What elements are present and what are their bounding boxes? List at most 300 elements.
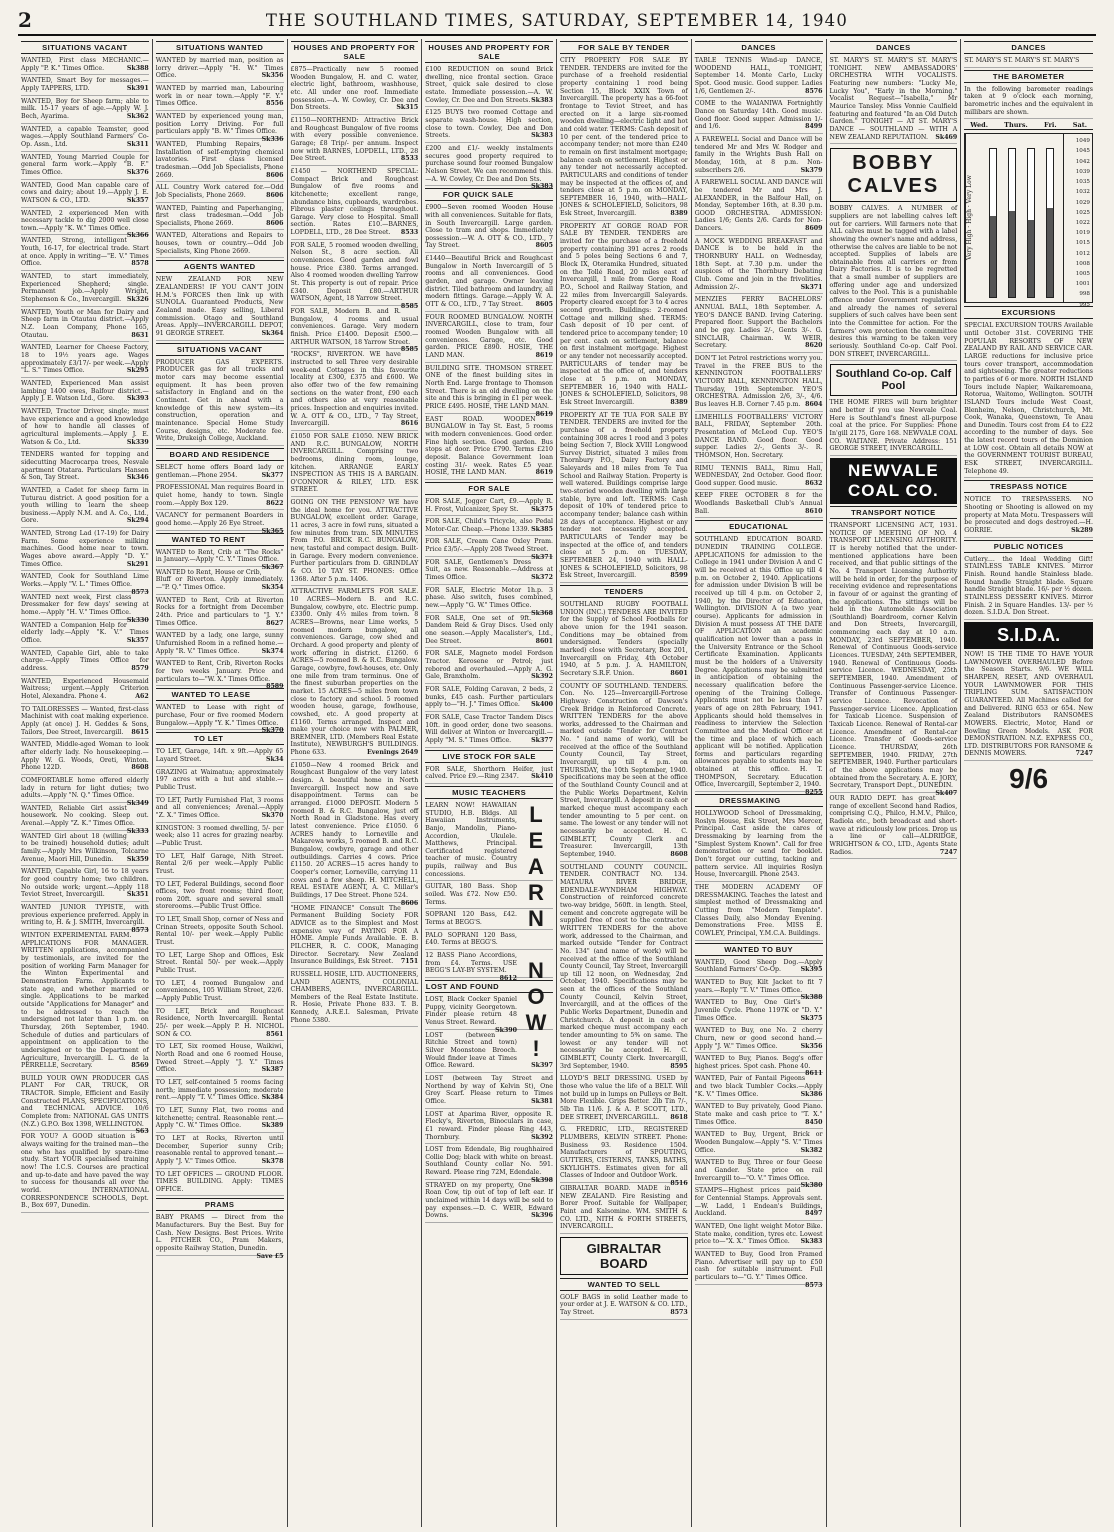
- ad-text: TO LET, Large Shop and Offices, Esk Street. Rental 50/- per week.—Apply Public Trust.: [155, 951, 284, 975]
- ad-reference: Sk374: [261, 647, 284, 655]
- barometer-tick: 998: [1079, 291, 1090, 298]
- ad-reference: 7247: [939, 848, 958, 856]
- classified-ad: [156, 980, 284, 1006]
- ad-text: KINGSTON: 3 roomed dwelling, 5/- per week; also 11 acres for grazing nearby.—Public Trust.: [155, 824, 284, 847]
- classified-ad: [21, 741, 149, 775]
- ad-reference: 8585: [400, 303, 419, 311]
- classified-ad: [695, 296, 823, 353]
- classified-ad: [560, 1126, 688, 1187]
- ad-reference: Sk389: [261, 1122, 284, 1130]
- ad-text: SOUTHLAND EDUCATION BOARD. DUNEDIN TRAINING COLLEGE. APPLICATIONS for admission to the College in 1941 under Division A and C will be received at this Office up till 4 p.m. on October 2, 1940. Applications for admission under Division B will be received up till 4 p.m. on October 2, 1940, by the Director of Education, Wellington. DIVISION A (a two year course). Applicants for admission in Division A must possess AT THE DATE OF APPLICATION an academic qualification not lower than a pass in the University Entrance or the School Certificate Examination. Applicants must be the holders of a University Degree. Applications may be submitted in anticipation of obtaining the necessary qualification before the opening of the Training College. Applicants must not be less than 17 years of age on 28th February, 1941. Applicants should hold themselves in readiness to interview the Selection Committee and the Medical Officer at the time and place of which each applicant will be notified. Application forms and particulars regarding allowances payable to students may be obtained at this office. H. T. THOMPSON, Secretary. Education Office, Invercargill, September 2, 1940.: [694, 536, 823, 789]
- ad-reference: Sk375: [531, 505, 553, 513]
- barometer-tick: 995: [1079, 301, 1090, 308]
- ad-text: PROFESSIONAL Man requires Board in quiet home, handy to town. Single room.—Apply Box 129.: [155, 484, 284, 507]
- classified-ad: [425, 314, 553, 363]
- ad-text: TO LET, Garage, 14ft. x 9ft.—Apply 65 Layard Street.: [155, 748, 284, 763]
- classified-ad: [156, 1008, 284, 1042]
- ad-reference: 8627: [266, 619, 284, 627]
- classified-ad: [695, 1103, 823, 1129]
- ad-reference: 8612: [499, 975, 517, 982]
- ad-text: WANTED, Tractor Driver, single; must have experience and a good knowledge of how to handle all classes of agricultural implements.—Apply J. E. Watson & Co., Ltd.: [21, 407, 149, 446]
- ad-text: NOTICE TO TRESPASSERS. NO Shooting or Shooting is allowed on my property at Mata Motu. Trespassers will be prosecuted and dogs destroyed.—H. GORRIE.: [964, 496, 1093, 535]
- page-number: 2: [18, 8, 32, 32]
- classified-ad: [156, 464, 284, 482]
- ad-reference: 8573: [131, 588, 149, 596]
- classified-ad: [290, 308, 419, 354]
- ad-reference: 8610: [805, 507, 823, 515]
- section-heading: WANTED TO SELL: [560, 1278, 688, 1291]
- ad-text: FOR SALE, Cream Cane Oxley Pram. Price £3/5/-.—Apply 208 Tweed Street.: [425, 538, 553, 554]
- ad-text: BOBBY CALVES. A NUMBER of suppliers are not labelling calves left out for carriers. Will farmers note that ALL calves must be tagged with a label showing the owner's name and address, otherwise the calves are liable to be not accepted. Supplies of labels are obtainable from all carriers or from Dairy Factories. It is to be regretted that a small number of suppliers are offering under age and undersized calves to the Pool. This is a punishable offence under Government regulations and already the names of several suppliers of such calves have been sent into the Committee for action. For the farmers' own protection the committee desires this warning to be taken very seriously. Southland Co-op. Calf Pool. DON STREET, INVERCARGILL.: [829, 205, 958, 358]
- ad-reference: Sk384: [261, 1094, 284, 1102]
- classified-ad: [155, 548, 284, 571]
- ad-reference: 8578: [131, 260, 149, 268]
- classified-ad: [425, 1111, 553, 1145]
- barometer-tick: 1025: [1075, 209, 1090, 216]
- barometer-tube: [1046, 148, 1054, 298]
- classified-ad: [695, 57, 823, 98]
- ad-reference: 8606: [266, 191, 284, 199]
- ad-text: NEW ZEALAND FOR NEW ZEALANDERS! IF YOU CAN'T JOIN H.M.'s FORCES then link up with SUNOLA. Guaranteed Products, New Zealand made. Easy selling, Liberal commission. Otago and Southland Areas. Apply—INVERCARGILL DEPOT, 91 GEORGE STREET.: [155, 276, 284, 338]
- ad-text: TO TAILORESSES — Wanted, first-class Machinist with coat making experience. Apply (at once) J. H. Geddes & Sons, Tailors, Dee Street, Invercargill.: [21, 705, 149, 736]
- ad-reference: Sk383: [531, 96, 553, 104]
- ad-text: SPECIAL EXCURSION TOURS Available until October 31st. COVERING THE POPULAR RESORTS OF NEW ZEALAND BY RAIL AND SERVICE CAR. LARGE reductions for inclusive price tours cover transport, accommodation and sightseeing. The greater reductions to parties of 6 or more. NORTH ISLAND Tours include Napier, Waikaremoana, Rotorua, Waitomo, Wellington. SOUTH ISLAND Tours include West Coast, Blenheim, Nelson, Christchurch, Mt. Cook, Wanaka, Queenstown, Te Anau and Dunedin. Tours cost from £4 to £22 according to the number of days. See the latest record tours of the Dominion at LOW cost. Obtain all details NOW at the GOVERNMENT TOURIST BUREAU, ESK STREET, INVERCARGILL. Telephone 49.: [964, 322, 1093, 475]
- ad-text: TO LET, 4 roomed Bungalow and conveniences, 105 William Street, 22/6.—Apply Public Trust.: [155, 979, 284, 1003]
- ad-text: FOR SALE, Child's Tricycle, also Pedal Motor-Car. Cheap.—Phone 1339.: [425, 518, 553, 533]
- ad-reference: 8389: [670, 210, 688, 218]
- ad-text: FOR SALE, Jogger Cart, £9.—Apply R. H. Frost, Vulcanizer, Spey St.: [425, 497, 553, 513]
- ad-reference: Sk365: [261, 527, 284, 535]
- ad-text: TO LET, Sunny Flat, two rooms and kitchenette; central. Reasonable rent.—Apply "C. W." Times Office.: [155, 1106, 284, 1130]
- ad-text: WANTED, Boy for Sheep farm; able to milk. 15-17 years of age.—Apply W. J. Bech, Ayarima.: [21, 97, 149, 120]
- ad-reference: Sk379: [800, 166, 823, 174]
- classified-ad: [694, 978, 823, 1002]
- classified-ad: [156, 232, 284, 258]
- classified-ad: [830, 57, 958, 144]
- ad-reference: 8616: [400, 420, 419, 428]
- column-3: [288, 39, 423, 1527]
- barometer-tick: 1032: [1075, 189, 1090, 196]
- ad-text: WANTED by experienced young man, position Lorry Driving. For full particulars apply "B. W." Times Office.: [155, 112, 284, 136]
- ad-reference: 8576: [805, 87, 823, 95]
- ad-reference: Sk378: [261, 1157, 284, 1165]
- ad-text: TO LET at Rocks, Riverton until December, Superior sunny Crib; reasonable rental to approved tenant.—Apply "J. V." Times Office.: [155, 1134, 284, 1165]
- ad-text: WANTED by a lady, one large, sunny Unfurnished Room in a refined home.—Apply "R. V." Times Office.: [155, 632, 284, 655]
- section-heading: MUSIC TEACHERS: [425, 786, 553, 799]
- barometer-fill: [1047, 208, 1053, 297]
- ad-text: WANTED to Rent, House or Crib, Bluff or Riverton. Apply immediately.—"P. Q." Times Office.: [155, 568, 284, 592]
- classified-ad: [21, 776, 149, 807]
- section-heading: EXCURSIONS: [964, 306, 1093, 319]
- ad-text: WANTED, Cook for Southland Lime Works.—Apply "V. L." Times Office.: [21, 573, 149, 589]
- ad-reference: 8611: [805, 1070, 823, 1078]
- ad-text: WANTED, a Cadet for sheep farm in Tuturau district. A good position for a youth willing to learn the sheep business.—Apply N.M. and A. Co., Ltd., Gore.: [21, 486, 149, 525]
- ad-reference: Sk397: [531, 1062, 553, 1070]
- ad-text: "HOME FINANCE" Consult The Permanent Building Society FOR ADVICE as to the Simplest and Most expensive way of PAYING FOR A HOME. Ample Funds Available. E. B. PILCHER, R. C. COOK, Managing Director. Secretary. New Zealand Insurance Buildings, Esk Street.: [290, 904, 419, 966]
- barometer-day: Wed.: [970, 121, 988, 130]
- ad-text: PRODUCER GAS EXPERTS. PRODUCER gas for all trucks and motor cars may become essential equipment. It has been proven satisfactory in England and on the Continent. Get in ahead with a knowledge of this new system—its construction, operation and maintenance. Special Home Study Course, designs, etc. Moderate fee. Write, Drukeigh College, Auckland.: [155, 358, 284, 443]
- classified-ad: [964, 322, 1093, 478]
- ad-text: WANTED a Companion Help for elderly lady.—Apply "K. V." Times Office.: [21, 621, 149, 644]
- classified-ad: [695, 810, 823, 882]
- classified-ad: [156, 1079, 284, 1105]
- ad-reference: Sk383: [531, 183, 553, 191]
- ad-reference: Sk34: [265, 755, 284, 763]
- ad-reference: Sk392: [531, 1133, 553, 1141]
- ad-reference: Sk359: [126, 855, 149, 863]
- ad-text: TABLE TENNIS Wind-up DANCE, WOODEND HALL, TONIGHT, September 14. Monte Carlo, Lucky Spot. Good music. Good supper. Ladies 1/6, Gentlemen 2/-.: [694, 57, 823, 95]
- classified-ad: [425, 518, 553, 536]
- classified-ad: [695, 884, 823, 941]
- barometer-tick: 1008: [1075, 260, 1090, 267]
- ad-text: £1450 — NORTHEND SPECIAL: Compact Brick and Roughcast Bungalow of five rooms and kitchenette; excellent range, abundance bins, cupboards, wardrobes. Fibrous plaster ceilings throughout. Garage. Very close to Hospital. Small section. Rates £10.—BARNES, LOPDELL, LTD., 28 Dee Street.: [290, 167, 419, 237]
- ad-reference: 8579: [131, 664, 149, 672]
- ad-reference: Sk386: [800, 1090, 823, 1098]
- classified-ad: [21, 344, 149, 378]
- ad-text: FOR SALE, Modern B. and R. Bungalow, 4 rooms and usual conveniences. Garage. Very modern finish. Price £1400. Deposit £500.—ARTHUR WATSON, 18 Yarrow Street.: [290, 308, 419, 346]
- ad-reference: Sk388: [126, 64, 149, 72]
- classified-ad: [21, 868, 149, 902]
- ad-reference: 8605: [535, 242, 553, 250]
- ad-text: TO LET, Federal Buildings, second floor offices, two front rooms; third floor, room 20ft. square and several small storerooms.—Public Trust Office.: [155, 880, 284, 911]
- ad-text: EAST ROAD. WOODEN BUNGALOW in Tay St. East, 5 rooms with modern conveniences. Good order. Fine high section. Good garden. Bus stops at door. Price £790. Terms £210 deposit. Balance Government loan costing 31/- week. Rates £5 year. HOSIE, THE LAND MAN.: [425, 415, 553, 477]
- ad-text: WANTED, Smart Boy for messages.—Apply TAPPERS, LTD.: [21, 77, 149, 92]
- ad-text: STRAYED on my property, One Roan Cow, tip out of top of left ear. If unclaimed within 14 days will be sold to pay expenses.—D. C. WEIR, Edward Downs.: [425, 1181, 553, 1220]
- ad-reference: Sk295: [126, 367, 149, 375]
- classified-ad: [829, 521, 958, 797]
- ad-reference: Sk349: [126, 799, 149, 807]
- classified-ad: [156, 797, 284, 823]
- classified-ad: [21, 273, 149, 307]
- ad-reference: 8533: [400, 155, 419, 163]
- barometer-tick: 1042: [1075, 158, 1090, 165]
- ad-text: WANTED to Rent, Crib at Riverton Rocks for a fortnight from December 24th. Price and particulars to "J. Y." Times Office.: [155, 596, 284, 627]
- ad-reference: 8516: [670, 1179, 688, 1187]
- classified-ad: [560, 1075, 688, 1124]
- ad-reference: 8556: [266, 100, 284, 108]
- ad-text: WANTED, Strong Lad (17-19) for Dairy Farm. Some experience milking machines. Good home near to town. Wages above award.—Apply "D. Y." Times Office.: [21, 530, 149, 568]
- classified-ad: [21, 309, 149, 343]
- ad-text: ST. MARY'S ST. MARY'S ST. MARY'S TONIGHT. NEW AMBASSADORS' ORCHESTRA WITH VOCALISTS. Featuring new numbers: "Lucky Me, Lucky You", "Early in the Morning." Vocalist Request—"Isabella," Mr Maurice Tansley. Miss Vonnie Caulfield featuring and featured "In an Old Dutch Garden." TONIGHT — AT ST. MARY'S DANCE — SOUTHLAND — WITH A NEW ZEALAND REPUTATION.: [829, 57, 958, 141]
- classified-ad: [560, 1294, 688, 1320]
- classified-ad: [694, 1159, 823, 1190]
- ad-text: WANTED to Buy, one No. 2 cherry Churn, new or good second hand.—Apply "J. W." Times Office.: [694, 1027, 823, 1050]
- classified-ad: [560, 412, 688, 583]
- classified-ad: [156, 569, 284, 595]
- ad-text: LOST from Edendale, Big roughhaired Collie Dog; black with white on breast. Southland County collar No. 591. Reward. Please ring 72M, Edendale.: [425, 1146, 553, 1177]
- ad-text: GRAZING at Waimatua; approximately 197 acres with a hut and stable.—Public Trust.: [155, 768, 284, 791]
- classified-ad: [425, 1182, 553, 1223]
- classified-ad: [560, 864, 688, 1074]
- classified-ad: [21, 487, 149, 528]
- barometer-tick: 1022: [1075, 219, 1090, 226]
- ad-reference: Sk362: [126, 112, 149, 120]
- ad-text: FOR SALE, Folding Caravan, 2 beds, 2 bunks, £45 cash. Further particulars apply to—"H. J." Times Office.: [425, 685, 553, 709]
- classified-ad: [964, 496, 1093, 537]
- classified-ad: [156, 1107, 284, 1133]
- ad-reference: Sk326: [126, 296, 149, 304]
- ad-text: PROPERTY AT GORGE ROAD FOR SALE BY TENDER. TENDERS are invited for the purchase of a freehold property containing 391 acres 2 roods and 5 poles being Sections 6 and 7, Block IX, Oteramika Hundred, situated on the Tollé Road, 20 miles east of Invercargill, 1 mile from Gorge Road P.O., School and Railway Station, and 22 miles from Invercargill Saleyards. Property cleared except for 3 to 4 acres second growth. Buildings: 2-roomed Cottage and milking shed. TERMS: Cash deposit of 10 per cent. of tendered price to accompany tender; 10 per cent. cash on settlement, balance on first instalment mortgage. Highest or any tender not necessarily accepted. PARTICULARS of tender may be inspected at the office of, and tenders close at 5 p.m. on MONDAY, SEPTEMBER 16, 1940 with HALL-JONES & SCHOLEFIELD, Solicitors, 98 Esk Street Invercargill.: [560, 222, 688, 406]
- ad-text: WANTED to Buy, One Girl's Juvenile Cycle. Phone 1197K or "D. Y." Times Office.: [694, 999, 823, 1022]
- classified-ad: [21, 98, 149, 124]
- classified-ad: [560, 601, 688, 681]
- ad-reference: Sk356: [800, 1042, 823, 1050]
- classified-ad: [21, 154, 149, 180]
- ad-text: "ROCKS", RIVERTON. WE have instructed to sell Three very desirable week-end Cottages in this favourite locality at £300, £375 and £600. We also offer two of the few remaining sections on the water front, £90 each and others also at very reasonable prices. Inspection and enquiries invited. W. A. OTT & CO., LTD., 7 Tay Street, Invercargill.: [290, 351, 419, 428]
- ad-reference: Sk407: [935, 789, 958, 797]
- classified-ad: [156, 484, 284, 510]
- ad-reference: Evenings 2649: [366, 749, 419, 757]
- ad-reference: Sk368: [531, 609, 553, 617]
- section-heading: SITUATIONS WANTED: [156, 41, 284, 54]
- barometer-fill: [990, 216, 996, 297]
- ad-text: PROPERTY AT TE TUA FOR SALE BY TENDER. TENDERS are invited for the purchase of a freehold property containing 308 acres 1 rood and 3 poles being Section 7, Block XVIII Longwood Survey District, situated 3 miles from Thornbury P.O., Dairy Factory and Saleyards and 18 miles from Te Tua School and Railway Station. Property is well watered. Buildings comprise large two-storied wooden dwelling with large stable, byre and loft. TERMS: Cash deposit of 10% of tendered price to accompany tender; balance cash within 28 days of acceptance. Highest or any tender not necessarily accepted. PARTICULARS of Tender may be inspected at the office of, and tenders close at 5 p.m. on TUESDAY, SEPTEMBER 24, 1940 with HALL-JONES & SCHOLEFIELD, Solicitors, 98 Esk Street, Invercargill.: [560, 411, 688, 580]
- gibraltar-board-banner: GIBRALTAR BOARD: [560, 1237, 688, 1275]
- ad-reference: 8615: [131, 728, 149, 736]
- barometer-side-label: Very High · High · Very Low: [965, 134, 979, 302]
- classified-ad: [156, 359, 284, 446]
- ad-text: SOPRANI 120 Bass, £42. Terms at BEGG'S.: [425, 911, 517, 927]
- ad-text: WANTED by married man, position as lorry driver.—Apply "H. W." Times Office.: [155, 57, 284, 80]
- ad-reference: Sk400: [531, 701, 553, 709]
- ad-text: WINTON EXPERIMENTAL FARM. APPLICATIONS FOR MANAGER. WRITTEN applications, accompanied by testimonials, are invited for the position of working Farm Manager for the Winton Experimental and Demonstration Farm. Applicants to state age, and whether married or single. Applications to be marked outside "Applications for Manager" and to be addressed to reach the undersigned not later than 1 p.m. on Thursday, 26th September, 1940. Schedule of duties and particulars of appointment on application to the undersigned or to the Department of Agriculture, Invercargill. L. G. de la PERRELLE, Secretary.: [21, 932, 149, 1070]
- ad-text: WANTED next week, First class Dressmaker for few days' sewing at home.—Apply "H. V." Times Office.: [21, 593, 149, 617]
- ad-text: WANTED, One light weight Motor Bike. State make, condition, tyres etc. Lowest price to—"X. X." Times Office.: [694, 1222, 823, 1246]
- ad-text: WANTED, Pair of Fantail Pigeons and two black Tumbler Cocks.—Apply "K. V." Times Office.: [694, 1075, 823, 1098]
- section-heading: DANCES: [964, 41, 1093, 54]
- classified-ad: [695, 136, 823, 177]
- ad-reference: Sk377: [531, 736, 553, 744]
- ad-reference: Sk354: [261, 584, 284, 592]
- section-heading: FOR QUICK SALE: [425, 188, 553, 201]
- ad-text: TO LET, Half Garage, Nith Street. Rental 2/6 per week.—Apply Public Trust.: [155, 852, 284, 875]
- classified-ad: [291, 433, 419, 497]
- ad-text: MENZIES FERRY BACHELORS' ANNUAL BALL, 18th September. A. YEO'S DANCE BAND. Irving Catering. Prepared floor. Support the Bachelors and be gay. Ladies 2/-, Gents 3/-. G. SINCLAIR, Chairman. W. WEIR, Secretary.: [694, 296, 823, 350]
- ad-reference: Sk356: [261, 72, 284, 80]
- section-heading: FOR SALE BY TENDER: [560, 41, 688, 54]
- section-heading: TRANSPORT NOTICE: [830, 506, 958, 519]
- ad-text: WANTED Girl about 18 (willing to be trained) household duties; adult family.—Apply Mrs Wilkinson, Tolcarne Avenue, Maori Hill, Dunedin.: [21, 832, 149, 863]
- ad-reference: 8585: [400, 346, 419, 354]
- ad-reference: Sk372: [531, 574, 553, 582]
- ad-text: KEEP FREE OCTOBER 8 for the Woodlands Basketball Club's Annual Ball.: [694, 492, 823, 515]
- ad-text: £125 BUYS two roomed Cottage and separate wash-house. High section, close to town. Cowley, Dee and Don Streets.: [425, 109, 553, 140]
- ad-text: £1050—New 4 roomed Brick and Roughcast Bungalow of the very latest design. A beautiful home in North Invercargill. Inspect now and save disappointment. Terms can be arranged. £1000 DEPOSIT. Modern 5 roomed B. & R.C. Bungalow, just off North Road in Gladstone. Has every latest convenience. Price £1050. 6 ACRES handy to Lorneville and Makarewa works, 5 roomed B. and R.C. Bungalow, cowbyre, garage and other outbuildings. Carries 4 cows. Price £1150. 20 ACRES—15 acres handy to Cooper's corner, Lorneville, carrying 11 cows and a few sheep. H. MITCHELL, REAL ESTATE AGENT, A. C. Millar's Buildings, 17 Dee Street. Phone 524.: [290, 761, 419, 899]
- classified-ad: [964, 86, 1093, 120]
- ad-reference: 8573: [805, 1281, 823, 1289]
- section-heading: PRAMS: [156, 1198, 284, 1211]
- ad-reference: 8606: [266, 219, 284, 227]
- ad-text: LIMEHILLS FOOTBALLERS' VICTORY BALL, FRIDAY, September 20th. Presentation of McLeod Cup. YEO'S DANCE BAND. Good floor. Good supper. Ladies 2/-, Gents 3/-. R. THOMSON, Hon. Secretary.: [694, 413, 823, 459]
- classified-ad: [156, 205, 284, 231]
- ad-text: WANTED, to start immediately, Experienced Shepherd; single. Permanent job.—Apply Wright, Stephenson & Co., Invercargill.: [21, 273, 149, 304]
- ad-text: A FAREWELL Social and Dance will be tendered Mr and Mrs W. Rodger and family in the Wrights Bush Hall on Monday, 16th, at 8 p.m. Non-subscribers 2/6.: [694, 135, 823, 174]
- ad-text: WANTED, Painting and Paperhanging, first class tradesman.—Odd Job Specialists, Phone 2669.: [155, 204, 284, 227]
- ad-text: SELECT home offers Board lady or gentleman.—Phone 2954.: [155, 463, 284, 479]
- section-heading: TO LET: [156, 732, 284, 745]
- classified-ad: [156, 85, 284, 111]
- classified-ad: [155, 1214, 284, 1260]
- ad-reference: 8622: [266, 499, 284, 507]
- barometer-tubes: [979, 134, 1064, 302]
- ad-reference: 8589: [266, 683, 284, 691]
- classified-ad: [695, 179, 823, 236]
- ad-text: £1050 FOR SALE £1050. NEW BRICK AND R.C. BUNGALOW, NORTH INVERCARGILL. Comprising two bedrooms, dining room, lounge, kitchen. ARRANGE EARLY INSPECTION AS THIS IS A BARGAIN. O'CONNOR & RILEY, LTD. ESK STREET.: [290, 432, 419, 494]
- barometer-scale: [1064, 134, 1092, 308]
- classified-ad: [694, 1250, 823, 1289]
- ad-text: VACANCY for permanent Boarders in good home.—Apply 26 Eye Street.: [155, 512, 284, 527]
- ad-text: WANTED, Good Man capable care of cows and dairy; about 19.—Apply J. E. WATSON & CO., LTD.: [21, 181, 149, 204]
- classified-ad: [694, 536, 823, 797]
- classified-ad: [21, 1133, 149, 1213]
- classified-ad: [155, 112, 284, 143]
- column-2: [153, 39, 288, 1527]
- ad-reference: 8533: [400, 229, 419, 237]
- barometer-day: Sat.: [1072, 121, 1087, 130]
- classified-ad: [156, 748, 284, 766]
- classified-ad: [695, 1187, 823, 1221]
- section-heading: TRESPASS NOTICE: [964, 480, 1093, 493]
- ad-text: TO LET, Six roomed House, Waikiwi, North Road and one 6 roomed House, Tweed Street.—Apply "J. Y." Times Office.: [155, 1043, 284, 1074]
- ad-text: WANTED by married man, Labouring work in or near town.—Apply "F. Y." Times Office.: [155, 84, 284, 108]
- classified-ad: [560, 223, 688, 410]
- classified-ad: [425, 416, 553, 480]
- ad-reference: Sk383: [531, 132, 553, 140]
- ad-reference: Sk336: [261, 135, 284, 143]
- ad-reference: 8606: [266, 171, 284, 179]
- ad-reference: Sk371: [531, 553, 553, 561]
- ad-reference: Sk396: [531, 1212, 553, 1220]
- barometer-tick: 1049: [1075, 138, 1090, 145]
- ad-reference: 8499: [805, 123, 823, 131]
- classified-ad: [21, 126, 149, 152]
- ad-text: TENDERS wanted for topping and sidecutting Macrocarpa trees, Nesvale apartment Otatara. Particulars Hansen & Son, Tay Street.: [21, 451, 149, 482]
- ad-reference: Sk375: [800, 1014, 823, 1022]
- classified-ad: [694, 1055, 823, 1078]
- ad-reference: 8601: [670, 669, 688, 677]
- ad-reference: Sk377: [261, 471, 284, 479]
- classified-ad: [425, 714, 553, 748]
- column-6: [692, 39, 827, 1527]
- ad-reference: 8619: [535, 469, 553, 477]
- classified-ad: [291, 117, 419, 166]
- ad-reference: Sk398: [531, 1176, 553, 1184]
- classified-ad: [425, 650, 553, 684]
- ad-text: LOST (between Tay Street and Northend by way of Kelvin St), One Grey Scarf. Please return to Times Office.: [425, 1074, 553, 1105]
- ad-reference: Sk311: [126, 140, 149, 148]
- ad-reference: Sk364: [261, 330, 284, 338]
- section-heading: FOR SALE: [425, 482, 553, 495]
- classified-ad: [291, 971, 419, 1028]
- ad-reference: 8605: [535, 301, 553, 309]
- ad-reference: 8632: [805, 479, 823, 487]
- section-heading: WANTED TO LEASE: [156, 688, 284, 701]
- ad-reference: Sk410: [531, 773, 553, 781]
- classified-ad: [425, 766, 553, 784]
- ad-text: TRANSPORT LICENSING ACT, 1931. NOTICE OF MEETING OF NO. 4 TRANSPORT LICENSING AUTHORITY. IT is hereby notified that the under-mentioned applications have been received, and that public sittings of the No. 4 Transport Licensing Authority will be held in order, for the purpose of receiving evidence and representations in favour of or against the granting of the applications. The sittings will be held in the Automobile Association (Southland) Boardroom, corner Kelvin and Don Streets, Invercargill, commencing each day at 10 a.m. MONDAY, 23rd SEPTEMBER, 1940. Renewal of Continuous Goods-service Licences. TUESDAY, 24th SEPTEMBER, 1940. Renewal of Continuous Goods-service Licence. WEDNESDAY, 25th SEPTEMBER, 1940. Amendment of Continuous Passenger-service Licence. Transfer of Continuous Passenger-service Licence. Revocation of Passenger-service Licence. Application for Taxicab Licence. Suspension of Taxicab Licence. Renewal of Rental-car Licence. Amendment of Rental-car Licence. Transfer of Goods-service Licence. THURSDAY, 26th SEPTEMBER, 1940. FRIDAY, 27th SEPTEMBER, 1940. Further particulars of the above applications may be obtained from the Secretary. A. E. JORY, Secretary, Transport Dept., DUNEDIN.: [829, 521, 958, 790]
- ad-text: WANTED, Capable Girl, 16 to 18 years for good country home; two children. No outside work; urgent.—Apply 118 Teviot Street, Invercargill.: [21, 868, 149, 899]
- classified-ad: [695, 1223, 823, 1249]
- classified-ad: [156, 916, 284, 950]
- ad-reference: 8631: [131, 331, 149, 339]
- ad-text: WANTED, Experienced Man assist lambing 1400 ewes, Balfour district.—Apply J. E. Watson Ltd., Gore.: [21, 379, 149, 403]
- ad-text: WANTED, Plumbing Repairs, Installation of self-emptying chemical lavatories. First class licensed tradesman.—Odd Job Specialists, Phone 2669.: [155, 140, 284, 179]
- classified-ad: [291, 168, 419, 240]
- barometer-fill: [1028, 220, 1034, 297]
- ad-reference: Save £5: [256, 1252, 284, 1260]
- ad-reference: 8606: [400, 899, 419, 907]
- column-5: [557, 39, 692, 1527]
- classified-ad: [695, 238, 823, 295]
- ad-text: WANTED, Young Married Couple for general farm work.—Apply "B. F." Times Office.: [21, 153, 149, 176]
- ad-reference: 8599: [670, 572, 688, 580]
- ad-reference: 8569: [131, 1062, 149, 1070]
- ad-reference: 8608: [131, 764, 149, 772]
- ad-text: WANTED, Learner for Cheese Factory, 18 to 19½ years age. Wages approximately £3/17/- per week.—Apply "L. S." Times Office.: [21, 344, 149, 375]
- ad-reference: 8620: [805, 342, 823, 350]
- barometer-tick: 1012: [1075, 250, 1090, 257]
- barometer-tick: 1029: [1075, 199, 1090, 206]
- column-8: [961, 39, 1096, 1527]
- ad-text: WANTED, Good Sheep Dog.—Apply Southland Farmers' Co-Op.: [694, 958, 823, 974]
- classified-ad: [425, 615, 553, 649]
- ad-text: THE HOME FIRES will burn brighter and better if you use Newvale Coal. Here is Southland's finest all-purpose coal at the price. For Supplies: Phone In'gill 2175, Gore 168. NEWVALE COAL CO. WAITANE. Private Address: 151 GEORGE STREET, INVERCARGILL.: [829, 399, 958, 453]
- ad-text: WANTED to Rent, Crib at "The Rocks" in January.—Apply "C. Y." Times Office.: [155, 548, 284, 564]
- classified-ad: [425, 586, 553, 617]
- ad-reference: 8573: [131, 927, 149, 934]
- ad-reference: Sk390: [495, 1026, 517, 1034]
- ad-text: TO LET OFFICES — GROUND FLOOR. TIMES BUILDING. Apply: TIMES OFFICE.: [155, 1170, 284, 1193]
- ad-reference: 8255: [805, 789, 823, 797]
- classified-ad: [156, 184, 284, 202]
- barometer-tube: [1008, 148, 1016, 298]
- ad-reference: Sk346: [126, 474, 149, 482]
- ad-text: LEARN NOW! HAWAIIAN STUDIO, H.B. Bldgs. All Hawaiian Instruments, Banjo, Mandolin, Piano-Accordion, Ukulele. Matthews, Principal. Certificated registered teacher of music. Country pupils, railway and Bus concessions.: [425, 801, 517, 878]
- ad-text: LOST at Aparima River, opposite R. Flecky's, Riverton, Binoculars in case, £1 reward. Finder please Ring 443, Thornbury.: [425, 1110, 553, 1141]
- ad-text: FOR YOU? A GOOD situation is always waiting for the trained man—the one who has qualified by spare-time study. Start YOUR specialised training now! The I.C.S. Courses are practical and up-to-date and have paved the way to success for thousands all over the world. INTERNATIONAL CORRESPONDENCE SCHOOLS, Dept. B., Box 697, Dunedin.: [21, 1133, 149, 1210]
- columns-container: [18, 39, 1096, 1527]
- ad-reference: Sk351: [126, 891, 149, 899]
- ad-reference: 8619: [535, 410, 553, 418]
- section-heading: LOST AND FOUND: [425, 980, 553, 993]
- calf-pool-banner: Southland Co-op. Calf Pool: [830, 364, 958, 396]
- barometer-tick: 1005: [1075, 270, 1090, 277]
- ad-text: WANTED JUNIOR TYPISTE, with previous experience preferred. Apply in writing to, H. & J. SMITH, Invercargill.: [21, 904, 149, 927]
- section-heading: WANTED TO RENT: [156, 533, 284, 546]
- barometer-day: Fri.: [1043, 121, 1057, 130]
- ad-text: COMFORTABLE home offered elderly lady in return for light duties; two adults.—Apply "N. Q." Times Office.: [21, 776, 149, 800]
- page-header: [18, 6, 1096, 36]
- classified-ad: [21, 833, 149, 867]
- classified-ad: [21, 380, 149, 406]
- classified-ad: [425, 1146, 553, 1184]
- ad-reference: Sk376: [126, 168, 149, 176]
- ad-reference: Sk370: [261, 727, 284, 735]
- ad-text: £1150—NORTHEND: Attractive Brick and Roughcast Bungalow of five rooms with every possible convenience. Garage; £8 Trip/- per annum. Inspect now with BARNES, LOPDELL, LTD., 28 Dee Street.: [290, 116, 419, 163]
- ad-text: £900—Seven roomed Wooden House with all conveniences. Suitable for flats, in South Invercargill. Large garden. Close to tram and shops. Immediately possession.—W. A. OTT & CO., LTD., 7 Tay Street.: [425, 204, 553, 250]
- barometer-tick: 1019: [1075, 230, 1090, 237]
- classified-ad: [695, 355, 823, 412]
- barometer-tick: 1045: [1075, 148, 1090, 155]
- classified-ad: [21, 530, 149, 571]
- ad-text: GOING ON THE PENSION? WE have the ideal home for you. ATTRACTIVE BUNGALOW, excellent order. Garage, 11 acres, 3 acre in fowl runs, situated a few minutes from tram. SIX MINUTES From P.O. BRICK R.C. BUNGALOW, new, tasteful and compact design. Built-in Garage. Every modern convenience. Further particulars from D. GRINDLAY & CO. 10 TAY ST. PHONES: Office 1368. After 5 p.m. 1406.: [290, 499, 419, 583]
- ad-text: TO LET, Brick and Roughcast Residence, North Invercargill. Rental 25/- per week.—Apply P. H. NICHOL SON & CO.: [155, 1007, 284, 1038]
- classified-ad: [560, 683, 688, 862]
- classified-ad: [21, 57, 149, 75]
- ad-reference: 7247: [1075, 750, 1093, 758]
- classified-ad: [21, 593, 149, 624]
- section-heading: HOUSES AND PROPERTY FOR SALE: [425, 41, 553, 63]
